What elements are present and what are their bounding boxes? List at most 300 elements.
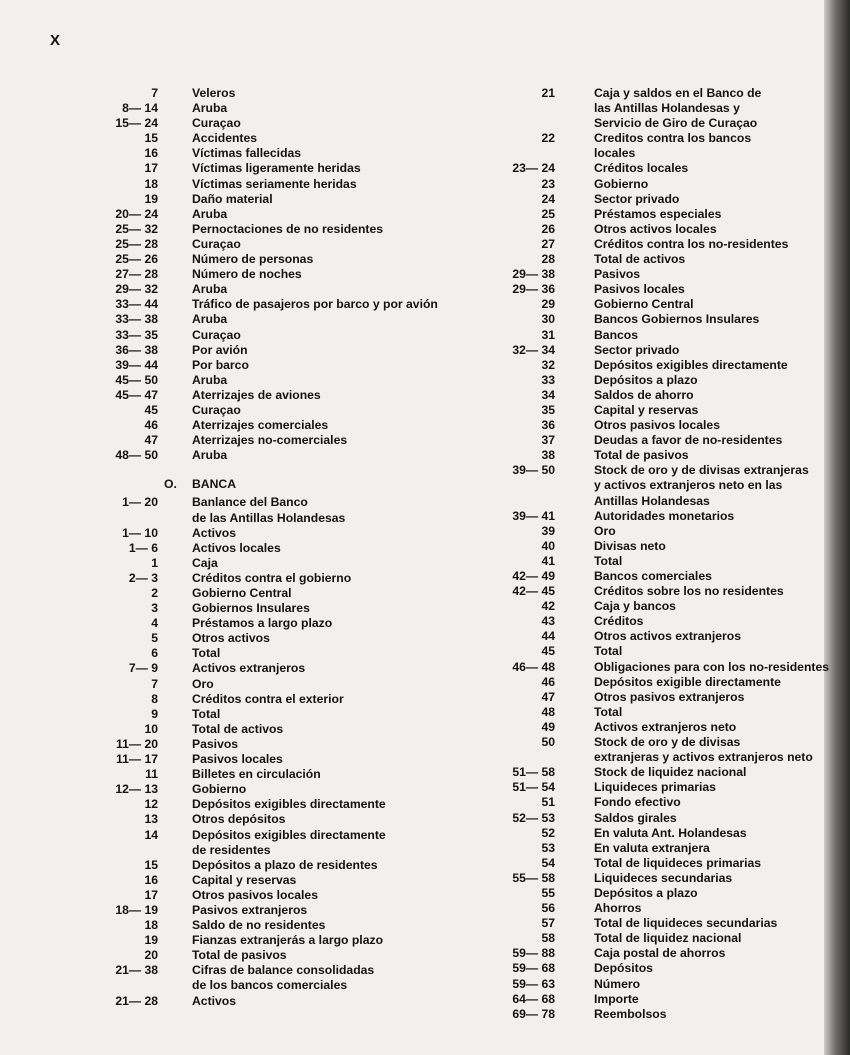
list-item	[50, 782, 470, 797]
list-item	[50, 146, 470, 161]
item-number: 54	[541, 855, 555, 870]
item-label: Pasivos locales	[192, 752, 283, 767]
item-number: 11	[145, 767, 158, 782]
item-number: 59— 88	[512, 946, 555, 961]
item-label: Total	[594, 704, 623, 719]
list-item	[480, 328, 825, 343]
list-item	[50, 556, 470, 571]
item-number: 34	[541, 387, 555, 402]
item-number: 37	[541, 433, 555, 448]
item-number: 25— 26	[115, 252, 158, 267]
list-item	[50, 177, 470, 192]
list-item	[480, 977, 825, 992]
item-number: 6	[151, 646, 158, 661]
item-number: 39— 41	[512, 508, 555, 523]
list-item	[480, 177, 825, 192]
item-number: 33— 44	[115, 297, 158, 312]
item-label: Gobierno	[594, 176, 649, 191]
item-number: 1— 10	[122, 525, 158, 540]
item-label: Liquideces secundarias	[594, 870, 733, 885]
item-number: 32— 34	[512, 342, 555, 357]
item-label: Otros activos locales	[594, 221, 717, 236]
item-number: 29— 36	[512, 282, 555, 297]
item-number: 3	[151, 601, 158, 616]
item-number: 45— 50	[115, 372, 158, 387]
list-item	[480, 946, 825, 961]
item-label: Créditos contra los no-residentes	[594, 236, 789, 251]
list-item	[50, 388, 470, 403]
item-number: 41	[541, 553, 555, 568]
item-label: Otros activos	[192, 631, 270, 646]
item-label: Antillas Holandesas	[594, 493, 710, 508]
item-label: Curaçao	[192, 402, 241, 417]
item-number: 17	[144, 161, 158, 176]
item-label: Total de activos	[594, 252, 686, 267]
item-number: 19	[144, 191, 158, 206]
item-label: Caja y saldos en el Banco de	[594, 86, 762, 100]
item-label: Sector privado	[594, 342, 680, 357]
list-item	[480, 161, 825, 176]
list-item	[50, 843, 470, 858]
list-item	[50, 511, 470, 526]
item-number: 36— 38	[115, 342, 158, 357]
item-label: extranjeras y activos extranjeros neto	[594, 750, 813, 765]
list-item	[480, 795, 825, 810]
list-item	[480, 901, 825, 916]
list-item	[50, 418, 470, 433]
item-number: 9	[151, 706, 158, 721]
list-item	[480, 252, 825, 267]
list-item	[50, 101, 470, 116]
list-item	[50, 858, 470, 873]
item-label: Caja postal de ahorros	[594, 946, 726, 961]
item-number: 26	[541, 221, 555, 236]
item-label: Aruba	[192, 372, 228, 387]
item-label: Aruba	[192, 206, 228, 221]
item-label: Activos locales	[192, 540, 281, 555]
item-label: Por avión	[192, 342, 248, 357]
list-item	[480, 358, 825, 373]
item-number: 15	[144, 857, 158, 872]
item-number: 11— 20	[115, 736, 158, 751]
list-item	[480, 886, 825, 901]
item-number: 48— 50	[115, 448, 158, 463]
item-number: 49	[541, 719, 555, 734]
item-number: 18	[144, 918, 158, 933]
item-label: Depósitos a plazo	[594, 372, 698, 387]
item-number: 51— 54	[512, 780, 555, 795]
item-number: 43	[541, 614, 555, 629]
list-item	[50, 978, 470, 993]
list-item	[50, 131, 470, 146]
item-label: Sector privado	[594, 191, 680, 206]
item-number: 23— 24	[512, 161, 555, 176]
item-label: las Antillas Holandesas y	[594, 101, 740, 116]
item-label: Bancos	[594, 327, 639, 342]
list-item	[480, 931, 825, 946]
item-label: Créditos sobre los no residentes	[594, 584, 784, 599]
item-number: 29— 38	[512, 267, 555, 282]
item-label: Aterrizajes comerciales	[192, 418, 329, 433]
item-label: Víctimas fallecidas	[192, 146, 302, 161]
list-item	[50, 282, 470, 297]
item-label: Capital y reservas	[594, 402, 699, 417]
list-item	[50, 312, 470, 327]
item-label: Saldo de no residentes	[192, 918, 326, 933]
list-item	[480, 614, 825, 629]
item-label: Daño material	[192, 191, 273, 206]
item-label: Depósitos	[594, 961, 653, 976]
item-label: Total de pasivos	[192, 948, 287, 963]
item-label: Gobierno	[192, 782, 247, 797]
list-item	[480, 584, 825, 599]
item-number: 69— 78	[512, 1006, 555, 1021]
list-item	[50, 737, 470, 752]
list-item	[480, 856, 825, 871]
item-label: Total de pasivos	[594, 448, 689, 463]
item-number: 12	[144, 797, 158, 812]
list-item	[50, 207, 470, 222]
item-label: Cifras de balance consolidadas	[192, 963, 375, 978]
item-number: 38	[541, 448, 555, 463]
item-number: 59— 68	[512, 961, 555, 976]
item-number: 23	[541, 176, 555, 191]
item-label: Depósitos exigibles directamente	[594, 357, 788, 372]
item-label: Stock de oro y de divisas	[594, 735, 741, 750]
item-number: 46— 48	[512, 659, 555, 674]
list-item	[480, 267, 825, 282]
item-number: 11— 17	[115, 752, 158, 767]
list-item	[480, 312, 825, 327]
item-label: Accidentes	[192, 131, 258, 146]
list-item	[480, 192, 825, 207]
item-label: Total de activos	[192, 721, 284, 736]
list-item	[50, 722, 470, 737]
section-letter: O.	[164, 477, 177, 492]
list-item	[480, 735, 825, 750]
item-number: 4	[151, 616, 158, 631]
list-item	[480, 418, 825, 433]
item-label: Veleros	[192, 86, 236, 100]
list-item	[480, 826, 825, 841]
item-number: 42	[541, 599, 555, 614]
list-item	[50, 601, 470, 616]
item-number: 27	[541, 236, 555, 251]
item-number: 7— 9	[128, 661, 158, 676]
item-label: Otros depósitos	[192, 812, 286, 827]
item-number: 25	[541, 206, 555, 221]
list-item	[480, 811, 825, 826]
item-number: 28	[541, 252, 555, 267]
item-number: 20— 24	[115, 206, 158, 221]
item-number: 15— 24	[115, 116, 158, 131]
item-number: 35	[541, 402, 555, 417]
item-label: Créditos	[594, 614, 644, 629]
item-label: Total de liquideces primarias	[594, 855, 762, 870]
item-label: Curaçao	[192, 327, 241, 342]
item-label: Por barco	[192, 357, 249, 372]
item-label: Stock de liquidez nacional	[594, 765, 747, 780]
item-number: 51— 58	[512, 765, 555, 780]
list-item	[480, 207, 825, 222]
item-number: 31	[541, 327, 555, 342]
item-number: 47	[541, 689, 555, 704]
item-label: En valuta extranjera	[594, 840, 710, 855]
item-label: de los bancos comerciales	[192, 978, 348, 993]
item-label: Total	[192, 646, 221, 661]
item-label: Creditos contra los bancos	[594, 131, 752, 146]
list-item	[480, 599, 825, 614]
list-item	[480, 765, 825, 780]
item-label: Fianzas extranjerás a largo plazo	[192, 933, 384, 948]
list-item	[50, 222, 470, 237]
item-number: 12— 13	[115, 782, 158, 797]
list-item	[50, 252, 470, 267]
list-item	[480, 509, 825, 524]
list-item	[50, 752, 470, 767]
list-item	[480, 961, 825, 976]
item-number: 1— 6	[128, 540, 158, 555]
item-label: Reembolsos	[594, 1006, 667, 1021]
item-label: Pasivos locales	[594, 282, 685, 297]
item-number: 55	[541, 885, 555, 900]
item-label: Importe	[594, 991, 639, 1006]
item-label: de las Antillas Holandesas	[192, 510, 346, 525]
item-number: 13	[144, 812, 158, 827]
item-number: 39— 44	[115, 357, 158, 372]
item-number: 55— 58	[512, 870, 555, 885]
list-item	[50, 358, 470, 373]
list-item	[50, 267, 470, 282]
item-label: Préstamos a largo plazo	[192, 616, 333, 631]
item-number: 51	[541, 795, 555, 810]
item-label: Depósitos a plazo	[594, 885, 698, 900]
list-item	[480, 1007, 825, 1022]
item-number: 36	[541, 418, 555, 433]
list-item	[50, 571, 470, 586]
list-item	[480, 524, 825, 539]
list-item	[50, 692, 470, 707]
item-label: Depósitos exigible directamente	[594, 674, 781, 689]
list-item	[50, 918, 470, 933]
item-label: Depósitos a plazo de residentes	[192, 857, 378, 872]
item-number: 45	[144, 402, 158, 417]
list-item	[50, 963, 470, 978]
list-item	[480, 916, 825, 931]
list-item	[480, 841, 825, 856]
list-item	[50, 661, 470, 676]
item-number: 52— 53	[512, 810, 555, 825]
item-number: 33— 38	[115, 312, 158, 327]
item-label: Oro	[192, 676, 214, 691]
item-label: Préstamos especiales	[594, 206, 722, 221]
item-number: 2	[151, 586, 158, 600]
item-label: Depósitos exigibles directamente	[192, 827, 386, 842]
list-item	[480, 690, 825, 705]
list-item	[50, 631, 470, 646]
item-number: 17	[144, 887, 158, 902]
item-label: Aruba	[192, 101, 228, 116]
list-item	[50, 433, 470, 448]
item-number: 40	[541, 538, 555, 553]
section-heading	[50, 477, 470, 492]
list-item	[50, 933, 470, 948]
item-number: 24	[541, 191, 555, 206]
list-item	[50, 797, 470, 812]
item-label: Total de liquideces secundarias	[594, 916, 778, 931]
left-list-before	[50, 86, 470, 463]
list-item	[480, 343, 825, 358]
item-number: 45	[541, 644, 555, 659]
item-label: Aruba	[192, 282, 228, 297]
item-number: 1	[151, 555, 158, 570]
item-number: 14	[144, 827, 158, 842]
item-label: Aterrizajes no-comerciales	[192, 433, 348, 448]
item-label: Gobierno Central	[192, 586, 292, 600]
item-label: Activos extranjeros neto	[594, 719, 737, 734]
list-item	[480, 433, 825, 448]
item-label: Otros pasivos extranjeros	[594, 689, 745, 704]
item-label: Gobierno Central	[594, 297, 694, 312]
item-label: Bancos Gobiernos Insulares	[594, 312, 760, 327]
item-label: Curaçao	[192, 116, 241, 131]
list-item	[480, 539, 825, 554]
item-number: 8— 14	[122, 101, 158, 116]
item-number: 46	[144, 418, 158, 433]
list-item	[480, 373, 825, 388]
item-label: Activos	[192, 525, 237, 540]
right-column	[480, 86, 830, 1022]
left-column	[50, 86, 470, 1009]
item-label: y activos extranjeros neto en las	[594, 478, 783, 493]
list-item	[50, 495, 470, 510]
item-label: Activos extranjeros	[192, 661, 306, 676]
list-item	[480, 448, 825, 463]
list-item	[480, 388, 825, 403]
list-item	[480, 750, 825, 765]
item-number: 15	[144, 131, 158, 146]
item-number: 42— 49	[512, 569, 555, 583]
item-label: Stock de oro y de divisas extranjeras	[594, 463, 809, 478]
item-label: Liquideces primarias	[594, 780, 716, 795]
list-item	[480, 222, 825, 237]
list-item	[480, 675, 825, 690]
item-number: 32	[541, 357, 555, 372]
item-label: Oro	[594, 523, 616, 538]
list-item	[480, 403, 825, 418]
list-item	[50, 237, 470, 252]
item-label: Total	[594, 553, 623, 568]
item-label: Pasivos	[594, 267, 641, 282]
item-number: 39— 50	[512, 463, 555, 478]
item-label: Número	[594, 976, 641, 991]
list-item	[50, 767, 470, 782]
item-number: 25— 32	[115, 221, 158, 236]
item-label: locales	[594, 146, 636, 161]
list-item	[480, 101, 825, 116]
list-item	[50, 888, 470, 903]
list-item	[480, 146, 825, 161]
item-number: 7	[151, 676, 158, 691]
list-item	[50, 707, 470, 722]
item-label: Depósitos exigibles directamente	[192, 797, 386, 812]
list-item	[480, 463, 825, 478]
item-label: de residentes	[192, 842, 271, 857]
list-item	[50, 903, 470, 918]
section-title: BANCA	[192, 477, 237, 492]
item-label: Aruba	[192, 448, 228, 463]
list-item	[50, 403, 470, 418]
page-edge-shadow	[824, 0, 850, 1055]
item-number: 44	[541, 629, 555, 644]
left-list-after	[50, 495, 470, 1008]
item-label: Total	[594, 644, 623, 659]
item-label: Deudas a favor de no-residentes	[594, 433, 783, 448]
list-item	[480, 554, 825, 569]
list-item	[480, 297, 825, 312]
list-item	[480, 237, 825, 252]
item-label: Autoridades monetarios	[594, 508, 735, 523]
item-number: 27— 28	[115, 267, 158, 282]
item-number: 5	[151, 631, 158, 646]
item-label: Saldos de ahorro	[594, 387, 694, 402]
item-label: Capital y reservas	[192, 872, 297, 887]
item-number: 33— 35	[115, 327, 158, 342]
item-label: Saldos girales	[594, 810, 677, 825]
item-label: Curaçao	[192, 236, 241, 251]
item-label: Total	[192, 706, 221, 721]
list-item	[480, 629, 825, 644]
item-number: 18— 19	[115, 902, 158, 917]
item-label: Billetes en circulación	[192, 767, 321, 782]
item-number: 2— 3	[128, 570, 158, 585]
item-number: 29	[541, 297, 555, 312]
list-item	[480, 659, 830, 675]
list-item	[50, 448, 470, 463]
item-number: 64— 68	[512, 991, 555, 1006]
list-item	[480, 131, 825, 146]
list-item	[50, 328, 470, 343]
item-label: Pasivos	[192, 736, 239, 751]
item-label: Fondo efectivo	[594, 795, 681, 810]
list-item	[50, 86, 470, 101]
item-number: 18	[144, 176, 158, 191]
list-item	[50, 616, 470, 631]
item-number: 30	[541, 312, 555, 327]
item-number: 16	[144, 872, 158, 887]
list-item	[50, 994, 470, 1009]
right-list	[480, 86, 830, 1022]
item-label: Aruba	[192, 312, 228, 327]
item-number: 19	[144, 933, 158, 948]
item-number: 58	[541, 931, 555, 946]
list-item	[50, 343, 470, 358]
item-number: 1— 20	[122, 495, 158, 510]
list-item	[480, 478, 825, 493]
list-item	[50, 586, 470, 601]
list-item	[480, 494, 825, 509]
item-number: 45— 47	[115, 387, 158, 402]
list-item	[50, 116, 470, 131]
list-item	[50, 297, 470, 312]
list-item	[50, 161, 470, 176]
item-label: Caja y bancos	[594, 599, 676, 614]
list-item	[50, 828, 470, 843]
list-item	[480, 871, 825, 886]
item-number: 16	[144, 146, 158, 161]
item-number: 39	[541, 523, 555, 538]
item-number: 10	[144, 721, 158, 736]
